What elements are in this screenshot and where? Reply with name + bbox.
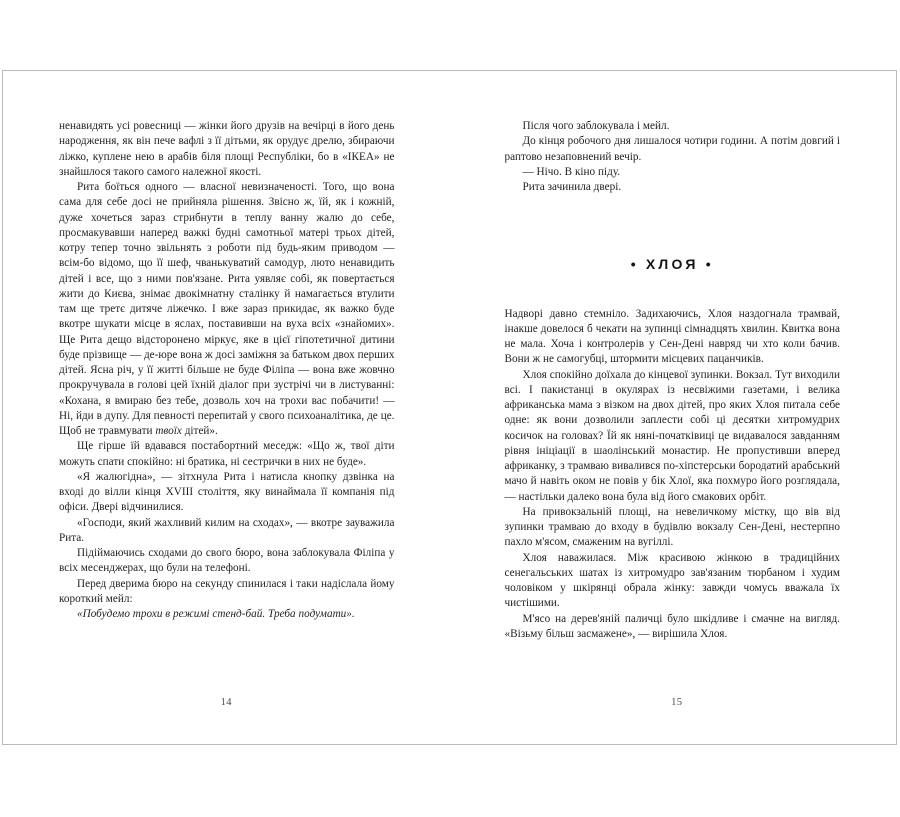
paragraph: — Нічо. В кіно піду. — [522, 165, 621, 178]
right-page-text-column — [505, 119, 841, 642]
paragraph: Перед дверима бюро на секунду спинилася і таки надіслала йому короткий мейл: — [59, 577, 395, 605]
right-page — [450, 71, 897, 744]
left-page — [3, 71, 450, 744]
paragraph: На привокзальній площі, на невеличкому містку, що вів від зупинки трамваю до входу в будівлю вокзалу Сен-Дені, нестерпно пахло м'ясом, смаженим на вугіллі. — [504, 505, 840, 549]
book-page-spread — [2, 70, 897, 745]
paragraph: Хлоя спокійно доїхала до кінцевої зупинки. Вокзал. Тут виходили всі. І пакистанці в окулярах із несвіжими газетами, і велика африканська мама з візком на двох дітей, про яких Хлоя питала себе одне: як вони дозволили заплести собі ці десятки хитромудрих косичок на головах? Їй як няні-початківиці це видавалося завданням рівня ініціації в шаолінський монастир. Не пропустивши вперед африканку, з трамваю вивалився по-хіпстерськи бородатий арабський мачо й навіть оком не повів у бік Хлої, яка похмуро його розглядала, — настільки далеко вона була від його смакових орбіт. — [504, 368, 840, 503]
paragraph: Після чого заблокувала і мейл. — [522, 120, 670, 132]
chapter-title: • ХЛОЯ • — [630, 256, 714, 273]
paragraph: Надворі давно стемніло. Задихаючись, Хлоя наздогнала трамвай, інакше довелося б чекати на зупинці сімнадцять хвилин. Квитка вона не мала. Хоча і контролерів у Сен-Дені навряд чи хто коли бачив. Вони ж не самогубці, штормити місцевих пацанчиків. — [504, 307, 840, 366]
paragraph-italic-fragment: твоїх — [155, 425, 182, 437]
paragraph: Ще гірше їй вдавався постабортний меседж: «Що ж, твої діти можуть спати спокійно: ні братика, ні сестрички в них не буде». — [59, 440, 395, 468]
paragraph — [59, 180, 395, 439]
paragraph-text-part-2: дітей». — [181, 425, 218, 437]
chapter-spacer-top — [505, 195, 841, 257]
left-page-text-column — [59, 119, 395, 622]
paragraph: «Я жалюгідна», — зітхнула Рита і натисла кнопку дзвінка на вході до вілли кінця XVIII століття, яку винаймала її компанія під офіси. Двері відчинилися. — [59, 470, 395, 514]
paragraph: Рита зачинила двері. — [522, 181, 622, 193]
chapter-spacer-bottom — [505, 273, 841, 307]
paragraph-text-part-1: Рита боїться одного — власної невизначеності. Того, що вона сама для себе досі не прийняла рішення. Звісно ж, їй, як і кожній, дуже хочеться зараз стрибнути в теплу ванну жалю до себе, просмакувавши наперед важкі будні самотньої матері трьох дітей, котру тепер точно звільнять з роботи під будь-яким приводом — всім-бо відомо, що її шеф, чванькуватий самодур, люто ненавидить дітей і все, що з ними пов'язане. Рита уявляє собі, як повертається жити до Києва, знімає двокімнатну сталінку й намагається втулити там ще третє дитяче ліжечко. І вже зараз прикидає, як важко буде вкотре шукати місце в яслах, поставивши на вуха всіх «знайомих». Ще Рита дещо відсторонено міркує, яке в цієї гіпотетичної дитини буде прізвище — де-юре вона ж досі заміжня за батьком двох перших дітей. Ясна річ, у її житті більше не буде Філіпа — вона вже жовчно прокручувала в голові цей їхній діалог при зустрічі чи в листуванні: «Кохана, я вмираю без тебе, дозволь хоч на трохи вас побачити! — Ні, йди в дупу. Для певності перепитай у свого психоаналітика, де це. Щоб не травмувати — [59, 181, 395, 437]
paragraph: М'ясо на дерев'яній паличці було шкідливе і смачне на вигляд. «Візьму більш засмажене», — вирішила Хлоя. — [504, 612, 840, 640]
paragraph-italic-message: «Побудемо трохи в режимі стенд-бай. Треба подумати». — [77, 608, 355, 620]
paragraph: «Господи, який жахливий килим на сходах», — вкотре зауважила Рита. — [59, 516, 395, 544]
paragraph: Підіймаючись сходами до свого бюро, вона заблокувала Філіпа у всіх месенджерах, що були на телефоні. — [59, 547, 395, 575]
page-number-right: 15 — [671, 697, 683, 708]
paragraph: До кінця робочого дня лишалося чотири години. А потім довгий і раптово незаповнений вечір. — [504, 135, 840, 163]
paragraph: Хлоя наважилася. Між красивою жінкою в традиційних сенегальських шатах із хитромудро зав'язаним тюрбаном і худим чоловіком у шкірянці обрала жінку: завжди чомусь вважала їх чистішими. — [504, 551, 840, 610]
paragraph: ненавидять усі ровесниці — жінки його друзів на вечірці в його день народження, як він пече вафлі з її дітьми, як орудує дрелю, збираючи ліжко, куплене нею в арабів біля площі Республіки, бо в «ІКЕА» не знайшлося такого самого належної якості. — [59, 120, 395, 178]
page-number-left: 14 — [220, 697, 232, 708]
